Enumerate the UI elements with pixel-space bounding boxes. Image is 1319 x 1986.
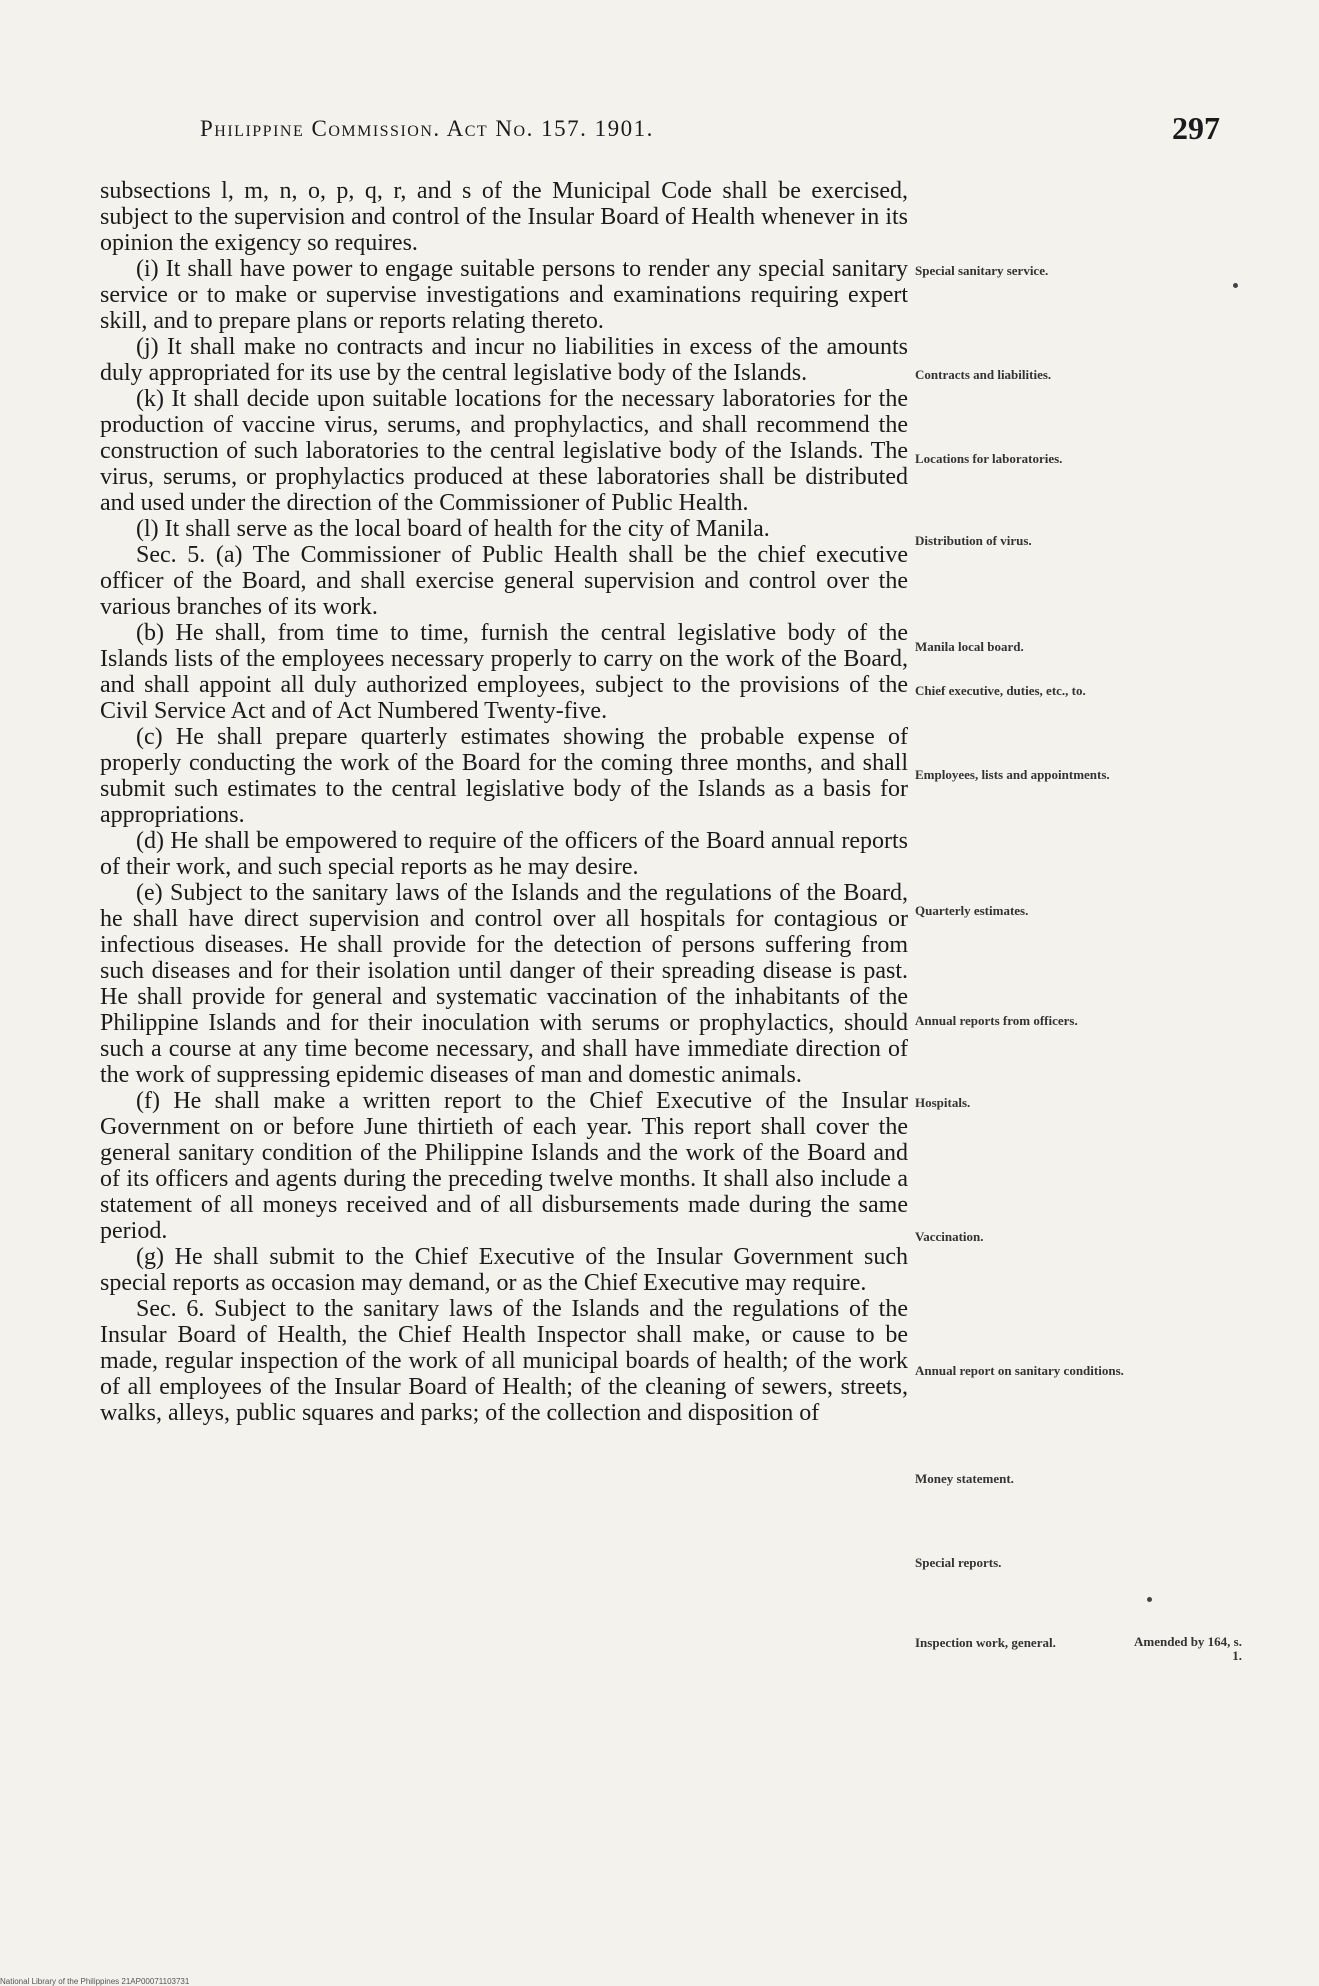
paragraph-continued: subsections l, m, n, o, p, q, r, and s of the Municipal Code shall be exercised, subject to the supervision and control of the Insular Board of Health whenever in its opinion the exigency so requires. bbox=[100, 178, 908, 256]
paragraph-i: (i) It shall have power to engage suitable persons to render any special sanitary service or to make or supervise investigations and examinations requiring expert skill, and to prepare plans or reports relating thereto. bbox=[100, 256, 908, 334]
paragraph-sec5-f: (f) He shall make a written report to the Chief Executive of the Insular Government on or before June thirtieth of each year. This report shall cover the general sanitary condition of the Philippine Islands and the work of the Board and of its officers and agents during the preceding twelve months. It shall also include a statement of all moneys received and of all disbursements made during the same period. bbox=[100, 1088, 908, 1244]
footer-credit: National Library of the Philippines 21AP00071103731 bbox=[0, 1977, 190, 1986]
running-header bbox=[200, 110, 1220, 150]
margin-note: Quarterly estimates. bbox=[915, 903, 1029, 918]
margin-note: Locations for laboratories. bbox=[915, 451, 1063, 466]
speck-mark bbox=[1147, 1597, 1152, 1602]
paragraph-sec5-e: (e) Subject to the sanitary laws of the Islands and the regulations of the Board, he shall have direct supervision and control over all hospitals for contagious or infectious diseases. He shall provide for the detection of persons suffering from such diseases and for their isolation until danger of their spreading disease is past. He shall provide for general and systematic vaccination of the inhabitants of the Philippine Islands and for their inoculation with serums or prophylactics, should such a course at any time become necessary, and shall have immediate direction of the work of suppressing epidemic diseases of man and domestic animals. bbox=[100, 880, 908, 1088]
paragraph-sec6: Sec. 6. Subject to the sanitary laws of the Islands and the regulations of the Insular Board of Health, the Chief Health Inspector shall make, or cause to be made, regular inspection of the work of all municipal boards of health; of the work of all employees of the Insular Board of Health; of the cleaning of sewers, streets, walks, alleys, public squares and parks; of the collection and disposition of bbox=[100, 1296, 908, 1426]
margin-note: Distribution of virus. bbox=[915, 533, 1032, 548]
paragraph-j: (j) It shall make no contracts and incur no liabilities in excess of the amounts duly appropriated for its use by the central legislative body of the Islands. bbox=[100, 334, 908, 386]
paragraph-l: (l) It shall serve as the local board of health for the city of Manila. bbox=[136, 516, 770, 542]
margin-note: Annual report on sanitary conditions. bbox=[915, 1363, 1124, 1378]
margin-note: Hospitals. bbox=[915, 1095, 971, 1110]
margin-note: Annual reports from officers. bbox=[915, 1013, 1078, 1028]
paragraph-sec5-b: (b) He shall, from time to time, furnish the central legislative body of the Islands lists of the employees necessary properly to carry on the work of the Board, and shall appoint all duly authorized employees, subject to the provisions of the Civil Service Act and of Act Numbered Twenty-five. bbox=[100, 620, 908, 724]
margin-note: Inspection work, general. bbox=[915, 1635, 1056, 1650]
speck-mark bbox=[1233, 283, 1238, 288]
margin-note: Contracts and liabilities. bbox=[915, 367, 1052, 382]
amendment-note: Amended by 164, s. 1. bbox=[1134, 1634, 1242, 1663]
margin-note: Chief executive, duties, etc., to. bbox=[915, 683, 1086, 698]
paragraph-sec5-d: (d) He shall be empowered to require of the officers of the Board annual reports of their work, and such special reports as he may desire. bbox=[100, 828, 908, 880]
page-number: 297 bbox=[1172, 110, 1220, 146]
paragraph-sec5-c: (c) He shall prepare quarterly estimates showing the probable expense of properly conducting the work of the Board for the coming three months, and shall submit such estimates to the central legislative body of the Islands as a basis for appropriations. bbox=[100, 724, 908, 828]
paragraph-sec5-g: (g) He shall submit to the Chief Executive of the Insular Government such special reports as occasion may demand, or as the Chief Executive may require. bbox=[100, 1244, 908, 1296]
margin-note: Employees, lists and appointments. bbox=[915, 767, 1110, 782]
body-text bbox=[100, 178, 908, 1426]
paragraph-k: (k) It shall decide upon suitable locations for the necessary laboratories for the production of vaccine virus, serums, and prophylactics, and shall recommend the construction of such laboratories to the central legislative body of the Islands. The virus, serums, or prophylactics produced at these laboratories shall be distributed and used under the direction of the Commissioner of Public Health. bbox=[100, 386, 908, 516]
header-title: Philippine Commission. Act No. 157. 1901. bbox=[200, 116, 654, 141]
margin-note: Special sanitary service. bbox=[915, 263, 1049, 278]
margin-note: Vaccination. bbox=[915, 1229, 984, 1244]
margin-note: Manila local board. bbox=[915, 639, 1024, 654]
margin-note: Money statement. bbox=[915, 1471, 1014, 1486]
paragraph-sec5-a: Sec. 5. (a) The Commissioner of Public Health shall be the chief executive officer of the Board, and shall exercise general supervision and control over the various branches of its work. bbox=[100, 542, 908, 620]
margin-note: Special reports. bbox=[915, 1555, 1002, 1570]
